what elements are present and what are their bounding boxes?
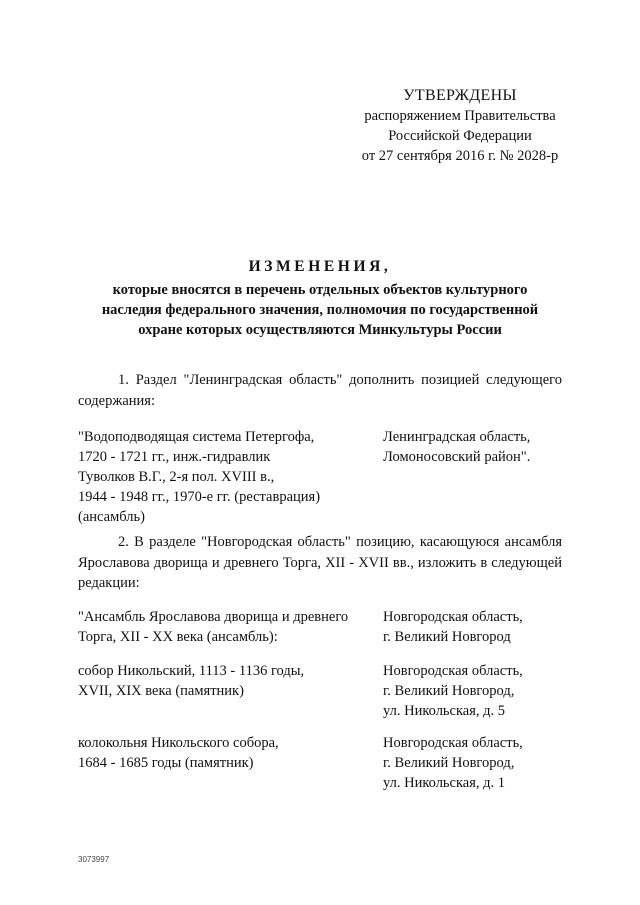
entry-object: [78, 427, 383, 527]
entry-location: [383, 607, 568, 647]
title-line: которые вносятся в перечень отдельных объектов культурного: [112, 282, 528, 298]
approval-heading: УТВЕРЖДЕНЫ: [403, 87, 517, 104]
section1-entry: [78, 427, 568, 527]
entry-line: Новгородская область,: [383, 663, 523, 679]
entry-line: г. Великий Новгород,: [383, 755, 515, 771]
title-line: охране которых осуществляются Минкультуры России: [138, 322, 502, 338]
entry-line: XVII, XIX века (памятник): [78, 683, 244, 699]
title-main: ИЗМЕНЕНИЯ,: [248, 258, 392, 275]
entry-line: 1720 - 1721 гг., инж.-гидравлик: [78, 449, 271, 465]
approval-line: Российской Федерации: [388, 128, 532, 144]
entry-object: [78, 733, 383, 793]
section2-entry: [78, 661, 568, 721]
section2-entry: [78, 733, 568, 793]
entry-line: Новгородская область,: [383, 735, 523, 751]
entry-line: "Ансамбль Ярославова дворища и древнего: [78, 609, 349, 625]
section2-entry: [78, 607, 568, 647]
section2-intro: 2. В разделе "Новгородская область" позицию, касающуюся ансамбля Ярославова дворища и древнего Торга, XII - XVII вв., изложить в следующей редакции:: [78, 534, 562, 591]
entry-line: г. Великий Новгород,: [383, 683, 515, 699]
entry-line: Торга, XII - XX века (ансамбль):: [78, 629, 278, 645]
section1-intro: 1. Раздел "Ленинградская область" дополнить позицией следующего содержания:: [78, 372, 562, 409]
approval-date: от 27 сентября 2016 г. № 2028-р: [361, 148, 559, 164]
entry-line: ул. Никольская, д. 1: [383, 775, 506, 791]
entry-line: Ленинградская область,: [383, 429, 531, 445]
document-number: 3073997: [78, 855, 110, 864]
entry-location: [383, 427, 568, 527]
entry-line: 1684 - 1685 годы (памятник): [78, 755, 254, 771]
document-title: [70, 256, 570, 340]
approval-line: распоряжением Правительства: [364, 108, 556, 124]
entry-line: колокольня Никольского собора,: [78, 735, 279, 751]
entry-line: "Водоподводящая система Петергофа,: [78, 429, 315, 445]
entry-object: [78, 607, 383, 647]
entry-location: [383, 733, 568, 793]
entry-object: [78, 661, 383, 721]
title-line: наследия федерального значения, полномочия по государственной: [101, 302, 539, 318]
entry-line: 1944 - 1948 гг., 1970-е гг. (реставрация): [78, 489, 321, 505]
entry-line: Туволков В.Г., 2-я пол. XVIII в.,: [78, 469, 275, 485]
entry-line: собор Никольский, 1113 - 1136 годы,: [78, 663, 305, 679]
entry-line: г. Великий Новгород: [383, 629, 511, 645]
entry-line: (ансамбль): [78, 509, 145, 525]
entry-line: Новгородская область,: [383, 609, 523, 625]
title-subtitle: [70, 280, 570, 340]
entry-location: [383, 661, 568, 721]
entry-line: Ломоносовский район".: [383, 449, 531, 465]
entry-line: ул. Никольская, д. 5: [383, 703, 506, 719]
approval-stamp: [330, 86, 590, 166]
